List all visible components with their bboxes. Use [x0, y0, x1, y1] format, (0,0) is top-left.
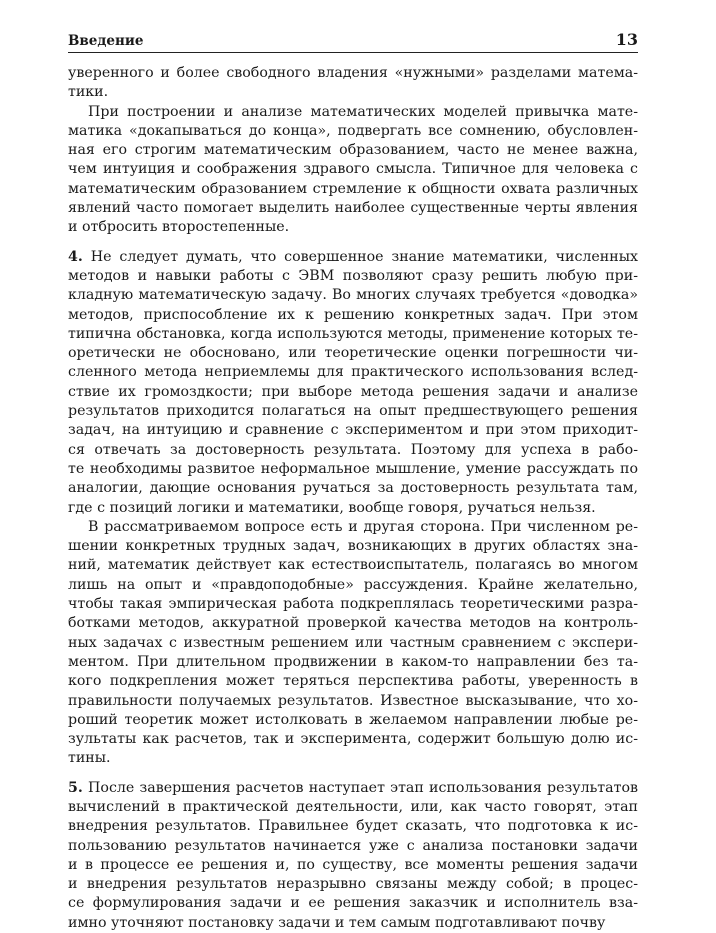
- text-line: где с позиций логики и математики, вообще говоря, ручаться нельзя.: [68, 499, 596, 516]
- text-line: В рассматриваемом вопросе есть и другая сторона. При численном ре-: [88, 518, 638, 535]
- paragraph-gap: [68, 238, 638, 248]
- text-line: зультаты как расчетов, так и эксперимента, содержит большую долю ис-: [68, 731, 638, 748]
- text-line: методов, приспособление их к решению конкретных задач. При этом: [68, 306, 638, 323]
- text-line: ний, математик действует как естествоиспытатель, полагаясь во многом: [68, 557, 638, 574]
- running-header: [68, 30, 638, 53]
- text-line: уверенного и более свободного владения «нужными» разделами матема-: [68, 65, 638, 81]
- paragraph: [68, 103, 638, 238]
- text-line: шении конкретных трудных задач, возникающих в других областях зна-: [68, 538, 638, 555]
- text-line: и в процессе ее решения и, по существу, все моменты решения задачи: [68, 856, 638, 873]
- text-line: роший теоретик может истолковать в желаемом направлении любые ре-: [68, 711, 638, 728]
- text-line: матика «докапываться до конца», подвергать все сомнению, обусловлен-: [68, 122, 638, 139]
- paragraph: [68, 64, 638, 103]
- paragraph: [68, 248, 638, 518]
- text-line: ных задачах с известным решением или частным сравнением с экспери-: [68, 634, 638, 651]
- text-line: аналогии, дающие основания ручаться за достоверность результата там,: [68, 480, 638, 497]
- paragraph: [68, 779, 638, 933]
- text-line: оретически не обосновано, или теоретические оценки погрешности чи-: [68, 345, 638, 362]
- text-line: ботками методов, аккуратной проверкой качества методов на контроль-: [68, 615, 638, 632]
- item-number: 5.: [68, 779, 83, 796]
- text-line: и отбросить второстепенные.: [68, 219, 290, 236]
- text-line: кого подкрепления может теряться перспектива работы, уверенность в: [68, 673, 638, 690]
- text-line: ствие их громоздкости; при выборе метода решения задачи и анализе: [68, 383, 638, 400]
- text-line: те необходимы развитое неформальное мышление, умение рассуждать по: [68, 460, 638, 477]
- item-number: 4.: [68, 248, 83, 265]
- text-line: 4. Не следует думать, что совершенное знание математики, численных: [68, 248, 638, 265]
- text-line: ная его строгим математическим образованием, часто не менее важна,: [68, 142, 638, 159]
- text-line: чтобы такая эмпирическая работа подкреплялась теоретическими разра-: [68, 596, 638, 613]
- text-line: пользованию результатов начинается уже с анализа постановки задачи: [68, 837, 638, 854]
- paragraph: [68, 518, 638, 769]
- text-line: тики.: [68, 84, 109, 101]
- text-line: имно уточняют постановку задачи и тем самым подготавливают почву: [68, 914, 606, 931]
- text-line: 5. После завершения расчетов наступает этап использования результатов: [68, 779, 638, 796]
- text-line: математическим образованием стремление к общности охвата различных: [68, 180, 638, 197]
- text-line: сленного метода неприемлемы для практического использования вслед-: [68, 364, 638, 381]
- text-line: правильности получаемых результатов. Известное высказывание, что хо-: [68, 692, 638, 709]
- text-line: лишь на опыт и «правдоподобные» рассуждения. Крайне желательно,: [68, 576, 638, 593]
- text-line: тины.: [68, 750, 111, 767]
- text-line: ментом. При длительном продвижении в каком-то направлении без та-: [68, 653, 638, 670]
- text-line: задач, на интуицию и сравнение с экспериментом и при этом приходит-: [68, 422, 638, 439]
- text-line: типична обстановка, когда используются методы, применение которых те-: [68, 325, 638, 342]
- text-line: результатов приходится полагаться на опыт предшествующего решения: [68, 403, 638, 420]
- page-number: 13: [615, 30, 638, 49]
- chapter-title: Введение: [68, 33, 144, 49]
- text-line: чем интуиция и соображения здравого смысла. Типичное для человека с: [68, 161, 638, 178]
- text-line: При построении и анализе математических моделей привычка мате-: [88, 103, 638, 120]
- paragraph-gap: [68, 769, 638, 779]
- text-line: внедрения результатов. Правильнее будет сказать, что подготовка к ис-: [68, 818, 638, 835]
- text-line: и внедрения результатов неразрывно связаны между собой; в процес-: [68, 876, 638, 893]
- text-line: кладную математическую задачу. Во многих случаях требуется «доводка»: [68, 287, 638, 304]
- text-line: се формулирования задачи и ее решения заказчик и исполнитель вза-: [68, 895, 638, 912]
- text-line: вычислений в практической деятельности, или, как часто говорят, этап: [68, 798, 638, 815]
- text-line: явлений часто помогает выделить наиболее существенные черты явления: [68, 200, 638, 217]
- text-line: методов и навыки работы с ЭВМ позволяют сразу решить любую при-: [68, 267, 638, 284]
- page-body: [68, 64, 638, 933]
- text-line: ся отвечать за достоверность результата. Поэтому для успеха в рабо-: [68, 441, 638, 458]
